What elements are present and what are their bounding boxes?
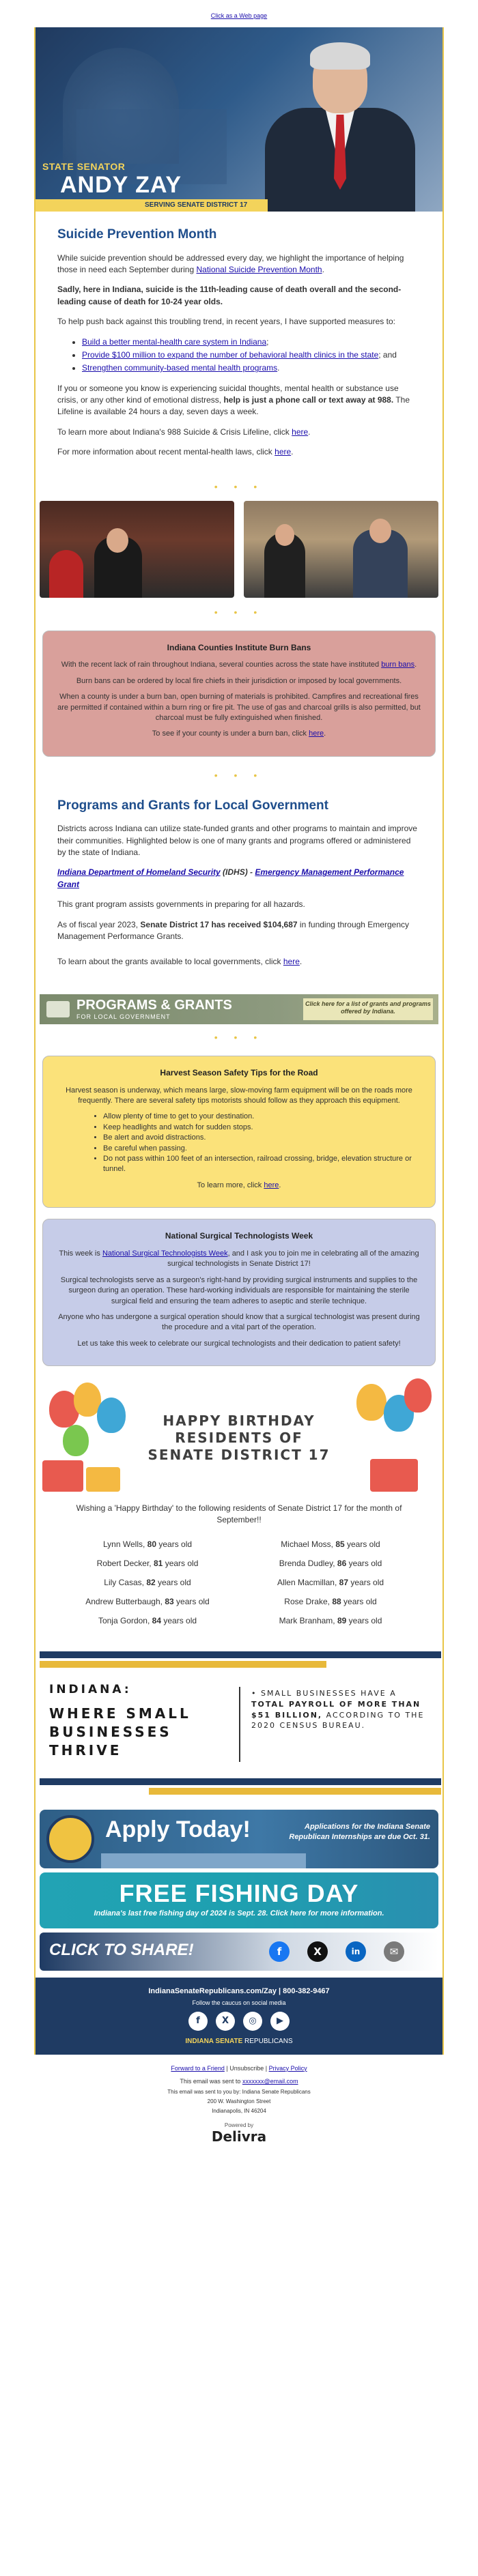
surgical-technologists-card [42, 1219, 436, 1366]
list-item: Allen Macmillan, 87 years old [277, 1577, 384, 1587]
fishing-title: FREE FISHING DAY [119, 1879, 359, 1907]
header-name: ANDY ZAY [60, 172, 182, 198]
header-district: SERVING SENATE DISTRICT 17 [145, 201, 248, 209]
footer-follow-text: Follow the caucus on social media [192, 1999, 286, 2006]
list-item: • Be careful when passing. [103, 1144, 423, 1154]
list-item: • Keep headlights and watch for sudden stops. [103, 1123, 423, 1133]
unsubscribe-link[interactable]: Unsubscribe [229, 2064, 264, 2072]
balloon-icon [356, 1384, 386, 1421]
paragraph: Surgical technologists serve as a surgeon's right-hand by providing surgical instruments and supplies to the surgeon during an operation. These hard-working individuals are responsible for maintaining the sterile surgical field and ensuring the team adheres to aseptic and sterile technique. [60, 1275, 418, 1305]
list-item: Lily Casas, 82 years old [104, 1577, 191, 1587]
instagram-icon[interactable]: ◎ [243, 2012, 262, 2031]
paragraph: To see if your county is under a burn ban, click here. [152, 729, 326, 738]
privacy-policy-link[interactable]: Privacy Policy [268, 2064, 307, 2072]
list-item: • Be alert and avoid distractions. [103, 1133, 423, 1143]
footer-website-phone[interactable]: IndianaSenateRepublicans.com/Zay | 800-382-9467 [148, 1986, 330, 1995]
view-as-web-page-link[interactable]: Click as a Web page [210, 12, 268, 19]
birthday-title: HAPPY BIRTHDAY RESIDENTS OF SENATE DISTRICT 17 [147, 1413, 331, 1464]
balloon-icon [97, 1398, 126, 1433]
x-share-icon[interactable]: X [307, 1941, 328, 1962]
section-title: Suicide Prevention Month [57, 227, 217, 242]
delivra-logo: Delivra [211, 2128, 267, 2145]
empg-link[interactable]: Emergency Management Performance Grant [57, 867, 404, 889]
card-title: National Surgical Technologists Week [165, 1231, 313, 1241]
programs-grants-banner[interactable] [40, 994, 438, 1024]
header-role: STATE SENATOR [42, 161, 126, 172]
paragraph: This week is National Surgical Technologists Week, and I ask you to join me in celebrating all of the amazing surgical technologists in Senate District 17! [59, 1249, 419, 1269]
delivra-branding[interactable]: Powered by Delivra [0, 2122, 478, 2145]
small-business-headline: INDIANA: WHERE SMALL BUSINESSES THRIVE [49, 1682, 191, 1759]
email-footer-links: Forward to a Friend | Unsubscribe | Privacy Policy This email was sent to xxxxxxx@email.com This email was sent to you by: Indiana Senate Republicans 200 W. Washington Street Indianapolis, IN 46204 [0, 2055, 478, 2115]
section-title: Programs and Grants for Local Government [57, 798, 328, 813]
senate-seal-icon [46, 1815, 94, 1863]
sender-address-line: 200 W. Washington Street [207, 2098, 271, 2104]
paragraph: To help push back against this troubling trend, in recent years, I have supported measures to: [57, 317, 395, 327]
list-item: Brenda Dudley, 86 years old [279, 1558, 382, 1568]
email-share-icon[interactable]: ✉ [384, 1941, 404, 1962]
footer [36, 1978, 442, 2055]
vertical-divider [239, 1687, 240, 1762]
birthday-banner [36, 1377, 442, 1500]
career-icons-strip [101, 1853, 306, 1868]
harvest-safety-card [42, 1056, 436, 1208]
paragraph: To learn about the grants available to local governments, click here. [57, 957, 303, 967]
gift-icon [86, 1467, 120, 1492]
header-banner [36, 27, 442, 212]
burn-bans-link[interactable]: burn bans [381, 661, 415, 669]
mental-health-laws-here-link[interactable]: here [275, 447, 292, 457]
national-suicide-prevention-month-link[interactable]: National Suicide Prevention Month [196, 264, 322, 274]
banner-callout: Click here for a list of grants and programs offered by Indiana. [303, 998, 433, 1020]
x-icon[interactable]: X [216, 2012, 235, 2031]
birthday-list [36, 1533, 442, 1639]
burn-bans-card [42, 631, 436, 757]
apply-subtitle: Applications for the Indiana Senate Republican Internships are due Oct. 31. [289, 1822, 430, 1841]
facebook-icon[interactable]: f [188, 2012, 208, 2031]
mental-health-care-link[interactable]: Build a better mental-health care system in Indiana [82, 336, 267, 347]
paragraph: Anyone who has undergone a surgical operation should know that a surgical technologist was present during the procedure and a vital part of the operation. [58, 1312, 420, 1332]
recipient-email-link[interactable]: xxxxxxx@email.com [242, 2078, 298, 2085]
senator-portrait [265, 40, 415, 212]
list-item: • Allow plenty of time to get to your destination. [103, 1112, 423, 1122]
paragraph: Burn bans can be ordered by local fire chiefs in their jurisdiction or imposed by local governments. [76, 676, 402, 685]
birthday-intro: Wishing a 'Happy Birthday' to the following residents of Senate District 17 for the month of September!! [76, 1503, 402, 1524]
sender-info: This email was sent to you by: Indiana Senate Republicans [167, 2088, 311, 2095]
free-fishing-day-banner[interactable] [40, 1872, 438, 1928]
lifeline-here-link[interactable]: here [292, 426, 309, 437]
idhs-link[interactable]: Indiana Department of Homeland Security [57, 867, 221, 878]
paragraph: This grant program assists governments in preparing for all hazards. [57, 899, 305, 910]
gift-icon [370, 1459, 418, 1492]
paragraph: Indiana Department of Homeland Security (IDHS) - Emergency Management Performance Grant [57, 867, 404, 889]
small-business-graphic [40, 1646, 438, 1803]
paragraph: To learn more, click here. [197, 1181, 281, 1189]
community-mental-health-link[interactable]: Strengthen community-based mental health programs [82, 363, 278, 373]
list-item: • Provide $100 million to expand the number of behavioral health clinics in the state; and [82, 349, 421, 361]
list-item: Robert Decker, 81 years old [96, 1558, 199, 1568]
share-bar [40, 1933, 438, 1971]
paragraph: While suicide prevention should be addressed every day, we highlight the importance of helping those in need each September during National Suicide Prevention Month. [57, 252, 404, 274]
newsletter-container [34, 27, 444, 2055]
list-item: Tonja Gordon, 84 years old [98, 1615, 197, 1625]
paragraph: Sadly, here in Indiana, suicide is the 11th-leading cause of death overall and the second-leading cause of death for 10-24 year olds. [57, 285, 402, 306]
card-title: Harvest Season Safety Tips for the Road [160, 1067, 318, 1077]
behavioral-health-clinics-link[interactable]: Provide $100 million to expand the number of behavioral health clinics in the state [82, 349, 379, 360]
list-item: Mark Branham, 89 years old [279, 1615, 382, 1625]
list-item: Lynn Wells, 80 years old [102, 1539, 193, 1549]
banner-title: PROGRAMS & GRANTS [76, 998, 232, 1013]
fishing-subtitle: Indiana's last free fishing day of 2024 is Sept. 28. Click here for more information. [94, 1909, 384, 1917]
senate-floor-photo [40, 501, 234, 598]
paragraph: As of fiscal year 2023, Senate District 17 has received $104,687 in funding through Emergency Management Performance Grants. [57, 919, 409, 942]
divider-dots: • • • [214, 769, 264, 781]
forward-to-friend-link[interactable]: Forward to a Friend [171, 2064, 225, 2072]
safety-tips-list [103, 1112, 423, 1174]
balloon-icon [404, 1378, 432, 1413]
list-item: Michael Moss, 85 years old [281, 1539, 380, 1549]
divider-dots: • • • [214, 1031, 264, 1043]
caucus-logo: INDIANA SENATE REPUBLICANS [185, 2037, 293, 2045]
list-item: • Strengthen community-based mental health programs. [82, 362, 421, 374]
share-title: CLICK TO SHARE! [49, 1940, 194, 1959]
apply-title: Apply Today! [105, 1816, 251, 1842]
suicide-prevention-section [36, 212, 442, 479]
harvest-here-link[interactable]: here [264, 1181, 279, 1189]
divider-dots: • • • [214, 606, 264, 618]
paragraph: When a county is under a burn ban, open burning of materials is prohibited. Campfires and recreational fires are permitted if contained within a burn ring or fire pit. The use of gas and charcoal grills is also permitted, but charcoal must be fully extinguished when finished. [57, 693, 421, 722]
measures-list [82, 336, 421, 375]
paragraph: For more information about recent mental-health laws, click here. [57, 447, 294, 457]
paragraph: With the recent lack of rain throughout Indiana, several counties across the state have instituted burn bans. [61, 661, 417, 669]
internship-apply-banner[interactable] [40, 1810, 438, 1868]
list-item: • Build a better mental-health care system in Indiana; [82, 336, 421, 348]
card-title: Indiana Counties Institute Burn Bans [167, 642, 311, 652]
list-item: Rose Drake, 88 years old [284, 1596, 377, 1606]
photo-row [36, 494, 442, 605]
paragraph: Districts across Indiana can utilize state-funded grants and other programs to maintain and improve their communities. Highlighted below is one of many grants and programs offered or administered by the state of Indiana. [57, 824, 417, 858]
facebook-share-icon[interactable]: f [269, 1941, 290, 1962]
burn-ban-here-link[interactable]: here [309, 729, 324, 738]
gift-icon [42, 1460, 83, 1492]
paragraph: Harvest season is underway, which means large, slow-moving farm equipment will be on the roads more frequently. There are several safety tips motorists should follow as they approach this equipment. [66, 1086, 412, 1105]
grants-section [36, 783, 442, 989]
linkedin-share-icon[interactable]: in [346, 1941, 366, 1962]
balloon-icon [63, 1425, 89, 1456]
paragraph: If you or someone you know is experiencing suicidal thoughts, mental health or substance use crisis, or any other kind of emotional distress, help is just a phone call or text away at 988. The Lifeline is available 24 hours a day, seven days a week. [57, 383, 410, 417]
divider-dots: • • • [214, 480, 264, 492]
banner-subtitle: FOR LOCAL GOVERNMENT [76, 1013, 171, 1021]
surgical-tech-week-link[interactable]: National Surgical Technologists Week [102, 1249, 228, 1258]
folder-icon [46, 1001, 70, 1017]
grants-here-link[interactable]: here [283, 957, 300, 967]
paragraph: Let us take this week to celebrate our surgical technologists and their dedication to patient safety! [77, 1339, 401, 1348]
ceremony-photo [244, 501, 438, 598]
small-business-stat: • SMALL BUSINESSES HAVE A TOTAL PAYROLL OF MORE THAN $51 BILLION, ACCORDING TO THE 2020 CENSUS BUREAU. [251, 1688, 425, 1731]
list-item: • Do not pass within 100 feet of an intersection, railroad crossing, bridge, elevation structure or tunnel. [103, 1154, 423, 1175]
sender-address-line: Indianapolis, IN 46204 [212, 2107, 266, 2114]
paragraph: To learn more about Indiana's 988 Suicide & Crisis Lifeline, click here. [57, 426, 311, 437]
list-item: Andrew Butterbaugh, 83 years old [85, 1596, 210, 1606]
youtube-icon[interactable]: ▶ [270, 2012, 290, 2031]
